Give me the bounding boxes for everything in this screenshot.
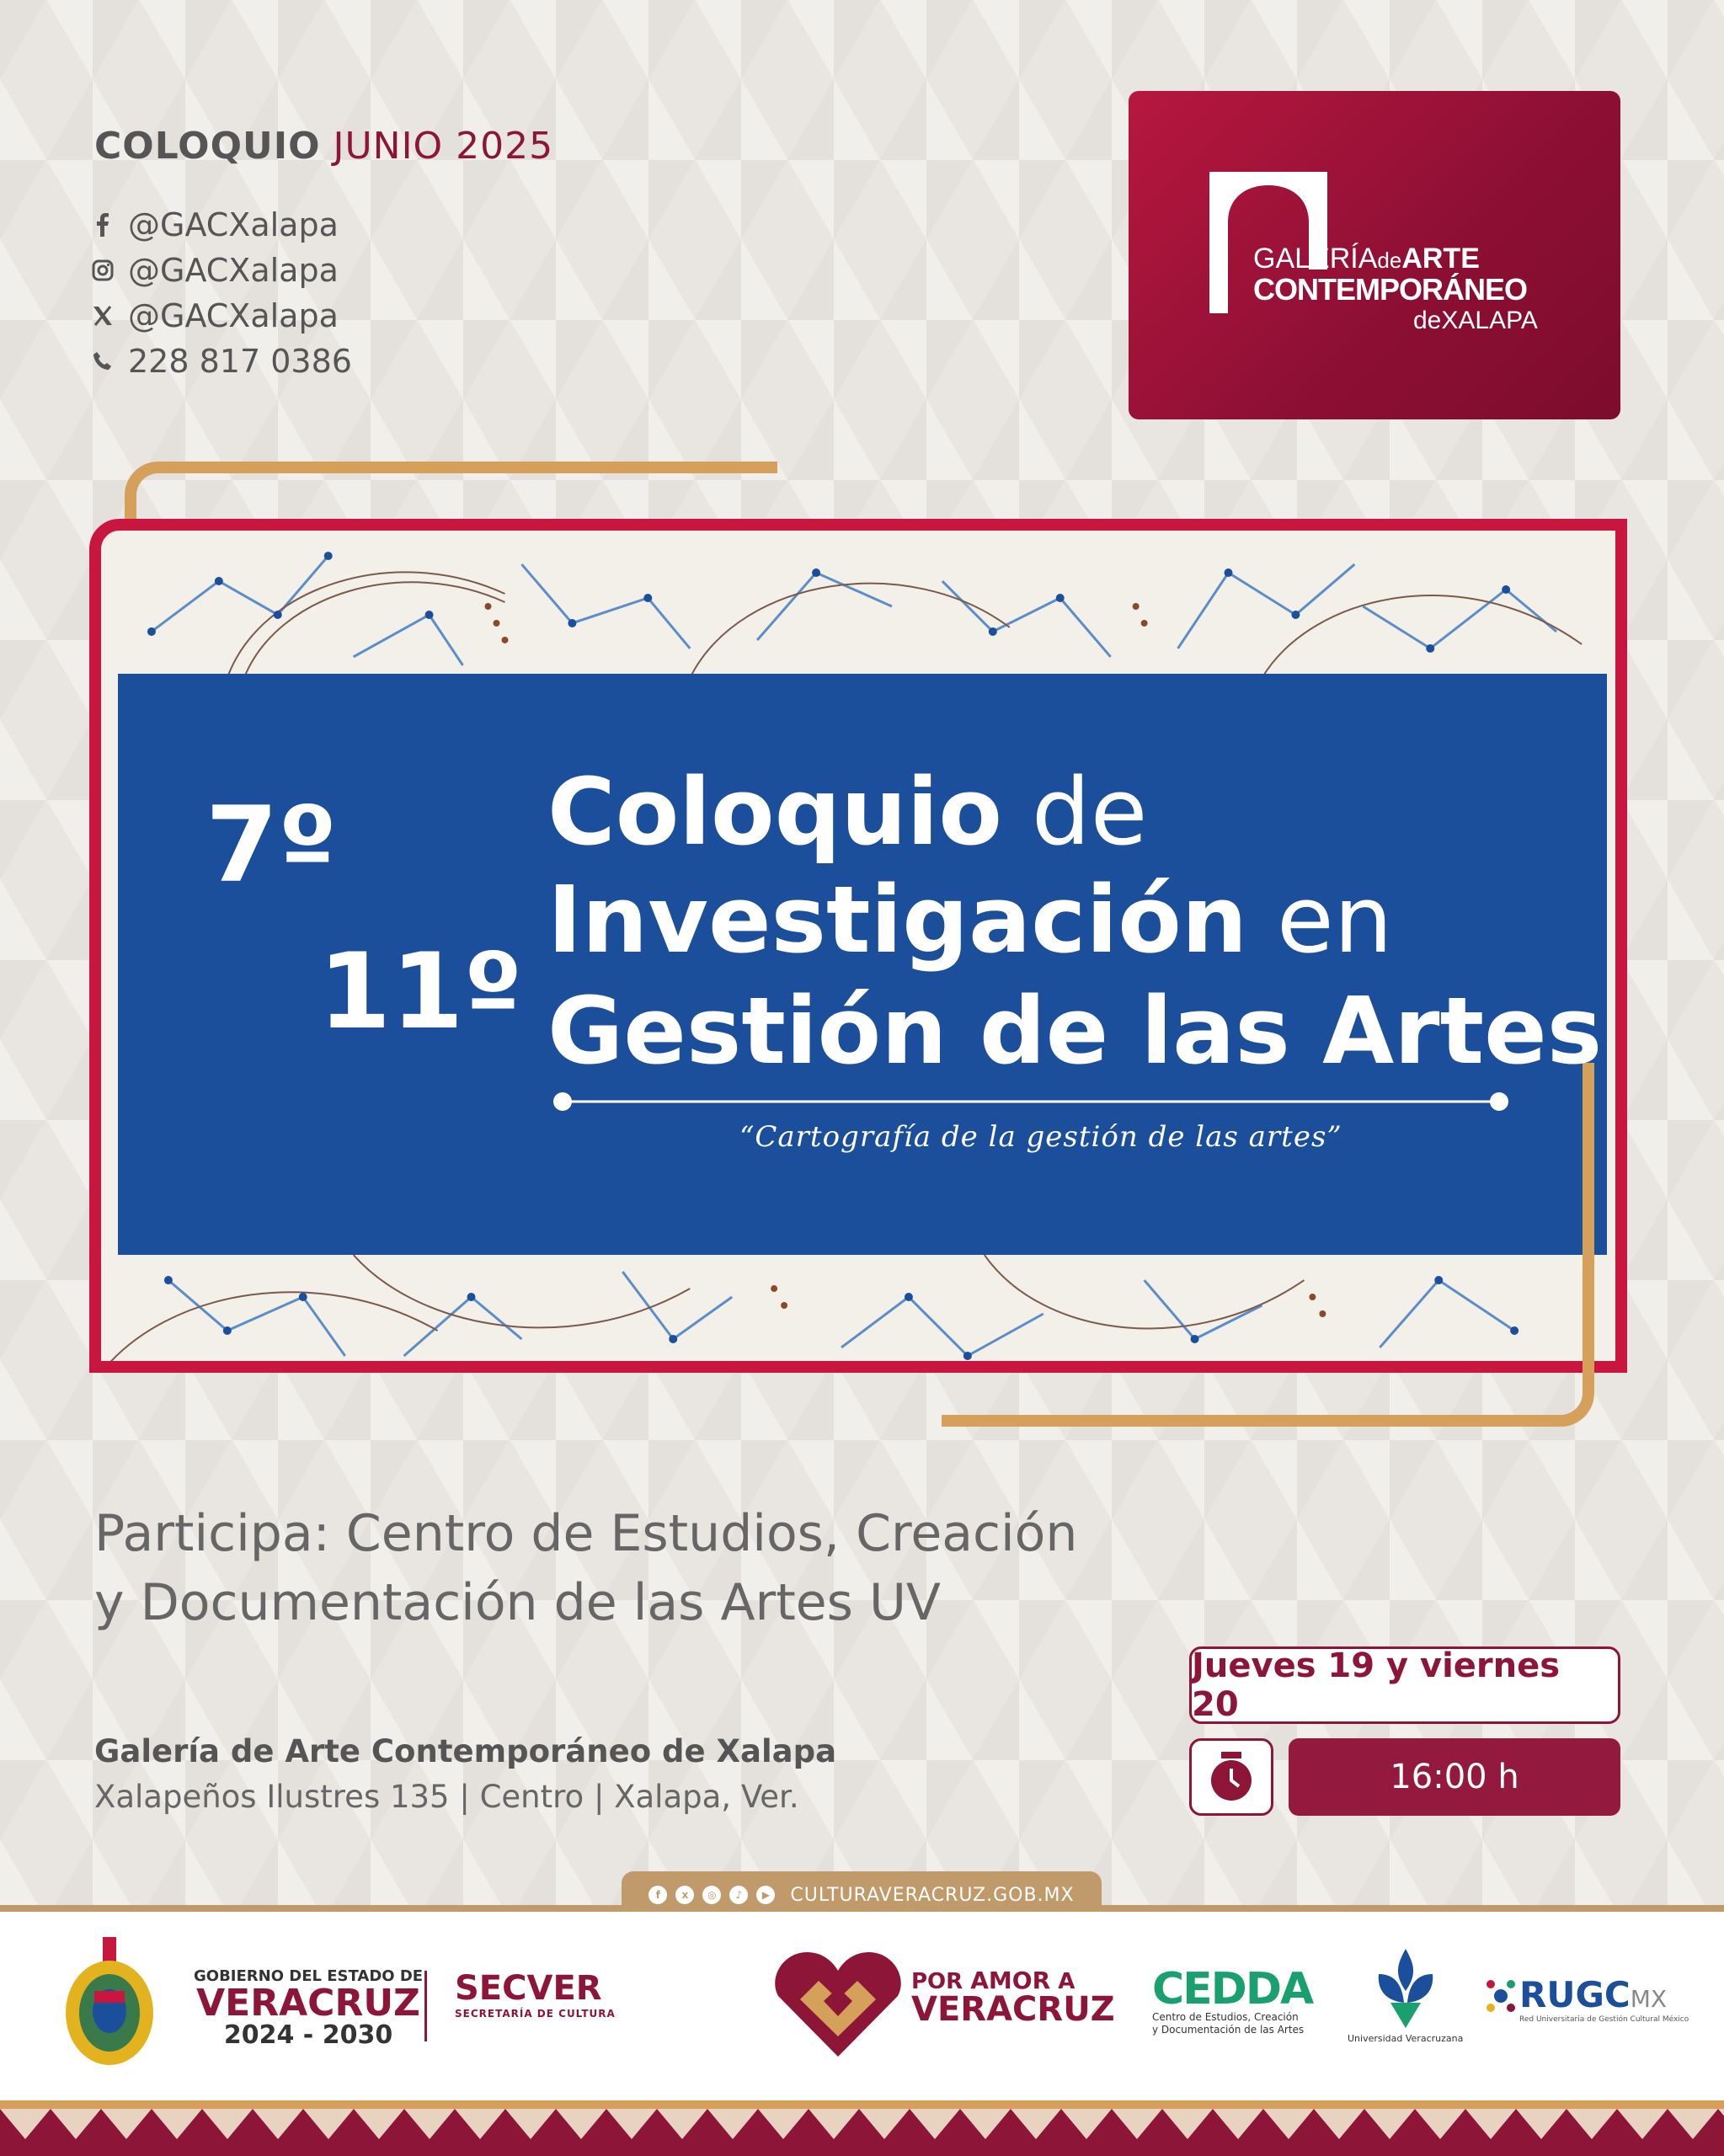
poramor-veracruz: VERACRUZ [911,1990,1115,2029]
secver-subtitle: SECRETARÍA DE CULTURA [455,2008,616,2020]
gold-corner-bottom [942,1063,1594,1427]
social-links [91,202,352,384]
cedda-sub-2: y Documentación de las Artes [1152,2024,1305,2036]
event-time: 16:00 h [1289,1738,1620,1816]
title-en: en [1247,866,1393,974]
poramor-a: A [1050,1969,1075,1994]
rugc-subtitle: Red Universitaria de Gestión Cultural México [1519,2015,1689,2024]
uv-fleur-icon [1372,1949,1439,2030]
rugc-network-icon [1486,1976,1516,2016]
venue-address: Xalapeños Ilustres 135 | Centro | Xalapa, Ver. [94,1779,799,1815]
facebook-icon [91,213,115,237]
title-de: de [1001,758,1148,866]
participa-text [94,1499,1077,1637]
coloquio-date: JUNIO 2025 [333,125,554,168]
title-line-3 [547,977,1602,1085]
phone-icon [91,350,115,373]
logo-dexalapa: deXALAPA [1413,307,1538,334]
event-date: Jueves 19 y viernes 20 [1189,1646,1620,1724]
facebook-handle: @GACXalapa [128,206,339,243]
rugc-mx: MX [1630,1985,1668,2013]
phone-number: 228 817 0386 [128,343,352,380]
instagram-icon [91,259,115,282]
cedda-title: CEDDA [1152,1964,1313,2015]
uv-logo [1348,1949,1463,2044]
logo-de: de [1377,248,1402,273]
tiktok-icon: ♪ [729,1886,748,1904]
logo-galeria: GALERÍA [1253,243,1378,275]
gallery-logo [1129,91,1620,419]
event-subtitle: “Cartografía de la gestión de las artes” [739,1120,1342,1154]
title-line-1 [547,758,1147,866]
veracruz-coat-of-arms [59,1937,160,2068]
x-icon: x [675,1886,694,1904]
logo-arte: ARTE [1401,243,1480,275]
cedda-sub-1: Centro de Estudios, Creación [1152,2011,1299,2023]
title-underline [552,1091,1513,1112]
culture-url: CULTURAVERACRUZ.GOB.MX [790,1884,1075,1906]
por-amor-veracruz [911,1967,1115,2029]
edition-number-7: 7º [205,785,338,906]
edition-number-11: 11º [318,931,523,1053]
gob-line-2: VERACRUZ [196,1982,420,2025]
rugc-title: RUGC [1519,1974,1631,2015]
social-phone[interactable] [91,339,352,384]
youtube-icon: ▶ [756,1886,775,1904]
facebook-icon: f [649,1886,667,1904]
rugc-logo [1519,1974,1689,2024]
coloquio-heading [94,125,553,168]
instagram-icon: ◎ [702,1886,721,1904]
x-icon [91,304,115,328]
x-handle: @GACXalapa [128,297,339,334]
social-x[interactable] [91,293,352,339]
coloquio-label: COLOQUIO [94,125,321,168]
por-amor-heart-logo [775,1952,901,2057]
clock-badge [1189,1738,1273,1816]
social-instagram[interactable] [91,248,352,293]
participa-line-1: Participa: Centro de Estudios, Creación [94,1504,1078,1563]
poramor-amor: AMOR [970,1967,1051,1994]
instagram-handle: @GACXalapa [128,252,339,289]
participa-line-2: y Documentación de las Artes UV [94,1573,941,1632]
constellation-pattern-top [101,531,1615,678]
footer-zigzag-border [0,2100,1724,2156]
title-line-2 [547,866,1392,974]
gob-line-3: 2024 - 2030 [223,2020,393,2050]
gob-line-1: GOBIERNO DEL ESTADO DE [194,1967,424,1985]
logo-contemporaneo: CONTEMPORÁNEO [1253,272,1528,307]
footer-divider [424,1971,427,2041]
venue-name: Galería de Arte Contemporáneo de Xalapa [94,1733,837,1769]
gobierno-veracruz [194,1967,423,2049]
cedda-logo [1152,1964,1313,2036]
uv-name: Universidad Veracruzana [1348,2033,1464,2044]
secver-logo [455,1969,616,2020]
title-investigacion: Investigación [547,866,1248,974]
title-coloquio: Coloquio [547,758,1002,866]
clock-icon [1208,1752,1255,1802]
poramor-por: POR [911,1969,971,1994]
secver-title: SECVER [455,1969,602,2008]
social-facebook[interactable] [91,202,352,248]
title-gestion: Gestión de las Artes [547,977,1603,1085]
